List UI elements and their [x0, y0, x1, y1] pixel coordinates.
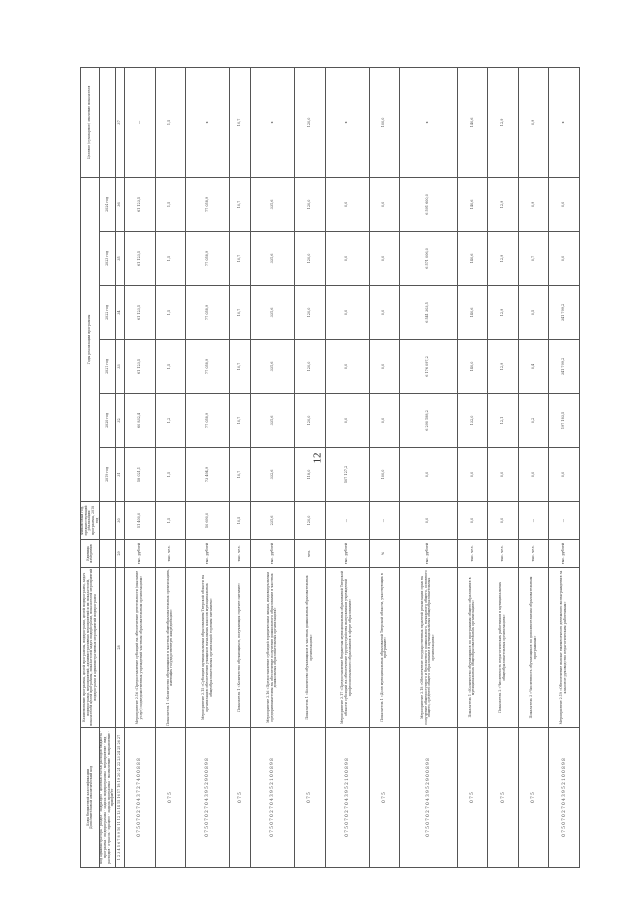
row-value-2021: 0,0: [369, 340, 400, 394]
row-value-2022: 77 058,9: [186, 286, 230, 340]
row-unit: тыс. чел.: [457, 540, 488, 568]
event-code-label: мероприятие: [103, 745, 108, 769]
fact-subheader: [100, 502, 116, 540]
row-value-2021: 10,7: [230, 340, 251, 394]
row-value-2022: 61 123,5: [125, 286, 156, 340]
index-name: 28: [116, 568, 125, 728]
row-fact-2018: —: [518, 502, 549, 540]
row-fact-2018: 120,0: [295, 502, 326, 540]
row-value-2022: 12,9: [488, 286, 519, 340]
subsection-code-label: подраздел: [99, 793, 104, 812]
row-value-2020: 6 290 188,2: [400, 394, 458, 448]
table-row: [250, 67, 294, 867]
row-fact-2018: —: [369, 502, 400, 540]
budget-codes-title: Коды бюджетной классификации: [85, 769, 90, 826]
row-value-2019: 73 494,9: [186, 448, 230, 502]
index-year: 32: [116, 394, 125, 448]
target-subheader: [100, 67, 116, 177]
row-codes: 0 7 5: [230, 728, 251, 868]
index-year: 36: [116, 177, 125, 231]
name-header: Наименование программы, целей программы, подпрограмм, целей подпрограмм, задач подпрограмм, мероприятий, административных мероприятий и их показателей, показателей целей программы, показателей задач подпрограмм, показателей мероприятий подпрограмм и административных мероприятий подпрограмм: [81, 568, 100, 728]
row-value-2022: 0,0: [325, 286, 369, 340]
row-name: Мероприятие 2.18 «Обеспечение государственных гарантий реализации прав на получение общедоступного и бесплатного дошкольного, начального общего, основного общего, среднего общего образования в муниципальных общеобразовательных организациях»: [400, 568, 458, 728]
rotated-page-content: [80, 68, 580, 868]
row-value-2023: 12,9: [488, 232, 519, 286]
target-article-label: целевая статья расходов бюджета: [99, 733, 104, 791]
table-row: [369, 67, 400, 867]
year-header: 2023 год: [100, 232, 116, 286]
row-value-2021: 0,4: [518, 340, 549, 394]
table-row: [549, 67, 580, 867]
row-value-2023: 140,6: [457, 232, 488, 286]
index-target: 37: [116, 67, 125, 177]
row-value-2024: 1,5: [155, 177, 186, 231]
row-value-2019: 118,0: [295, 448, 326, 502]
row-value-2022: 0,0: [369, 286, 400, 340]
table-row: [295, 67, 326, 867]
row-value-2021: 6 176 097,2: [400, 340, 458, 394]
row-fact-2018: 0,0: [400, 502, 458, 540]
row-value-2022: 331,6: [250, 286, 294, 340]
row-value-2023: 0,0: [325, 232, 369, 286]
program-table: [80, 67, 580, 868]
row-value-2024: 120,0: [295, 177, 326, 231]
row-unit: тыс. рублей: [250, 540, 294, 568]
type-code-label: вид расходов: [103, 736, 111, 864]
row-value-2024: 140,6: [457, 177, 488, 231]
row-target-value: x: [549, 67, 580, 177]
row-value-2019: 10,7: [230, 448, 251, 502]
row-value-2020: 60 832,4: [125, 394, 156, 448]
row-target-value: —: [125, 67, 156, 177]
table-row: [400, 67, 458, 867]
row-value-2021: 120,0: [295, 340, 326, 394]
row-value-2020: 0,2: [518, 394, 549, 448]
year-header: 2024 год: [100, 177, 116, 231]
row-codes: 0 7 5 0 7 0 2 7 0 4 3 9 5 2 1 0 0 8 9 8: [549, 728, 580, 868]
index-year: 31: [116, 448, 125, 502]
row-value-2020: 120,0: [295, 394, 326, 448]
row-value-2024: 12,9: [488, 177, 519, 231]
row-value-2019: 100,0: [369, 448, 400, 502]
fact-header: Финансовый год, предшествующий реализации программы, 2018 год: [81, 502, 100, 540]
row-name: Мероприятие 2.17 «Предоставление бюджетам муниципальных образований Тверской области субсидий на обеспечение трудоустройства выпускников учреждений профессионального образования в сфере образования»: [325, 568, 369, 728]
row-value-2023: 120,0: [295, 232, 326, 286]
row-target-value: 140,6: [457, 67, 488, 177]
row-value-2024: 331,6: [250, 177, 294, 231]
row-codes: 0 7 5: [369, 728, 400, 868]
header-row-2: [100, 67, 116, 867]
row-value-2021: 140,0: [457, 340, 488, 394]
process-label: процесс: [106, 815, 111, 830]
row-value-2019: 0,0: [549, 448, 580, 502]
row-target-value: x: [400, 67, 458, 177]
row-value-2021: 341 799,2: [549, 340, 580, 394]
row-fact-2018: —: [549, 502, 580, 540]
row-name: Показатель 1 «Количество обучающихся по программам общего образования в муниципальных общеобразовательных организациях»: [457, 568, 488, 728]
row-value-2021: 61 123,5: [125, 340, 156, 394]
row-unit: тыс. рублей: [325, 540, 369, 568]
row-value-2020: 1,2: [155, 394, 186, 448]
row-value-2023: 61 123,5: [125, 232, 156, 286]
row-value-2020: 12,1: [488, 394, 519, 448]
row-fact-2018: 231,6: [250, 502, 294, 540]
row-target-value: 0,9: [518, 67, 549, 177]
row-target-value: 100,0: [369, 67, 400, 177]
row-unit: тыс. чел.: [518, 540, 549, 568]
table-row: [125, 67, 156, 867]
program-code-label: программа: [103, 839, 108, 859]
row-value-2020: 331,6: [250, 394, 294, 448]
row-unit: тыс. рублей: [400, 540, 458, 568]
row-codes: 0 7 5: [295, 728, 326, 868]
row-value-2022: 6 541 303,5: [400, 286, 458, 340]
column-index-row: [116, 67, 125, 867]
table-row: [230, 67, 251, 867]
row-value-2019: 1,5: [155, 448, 186, 502]
row-name: Показатель 1 «Доля муниципальных образований Тверской области, участвующих в программе»: [369, 568, 400, 728]
row-name: Мероприятие 2.19 «Обеспечение выплат ежемесячного денежного вознаграждения за классное руководство педагогическим работникам»: [549, 568, 580, 728]
row-target-value: x: [250, 67, 294, 177]
table-row: [186, 67, 230, 867]
row-value-2023: 6 571 006,0: [400, 232, 458, 286]
row-value-2024: 10,7: [230, 177, 251, 231]
index-year: 35: [116, 232, 125, 286]
row-name: Показатель 1 «Количество обучающихся в частных дошкольных образовательных организациях»: [295, 568, 326, 728]
section-code-label: раздел: [99, 814, 104, 827]
row-codes: 0 7 5 0 7 0 2 7 0 4 3 9 5 2 1 0 0 8 9 8: [250, 728, 294, 868]
row-unit: тыс. рублей: [186, 540, 230, 568]
row-value-2024: 0,9: [518, 177, 549, 231]
table-row: [488, 67, 519, 867]
row-value-2019: 332,6: [250, 448, 294, 502]
row-codes: 0 7 5: [457, 728, 488, 868]
row-value-2023: 0,0: [549, 232, 580, 286]
row-value-2021: 12,9: [488, 340, 519, 394]
row-value-2023: 1,5: [155, 232, 186, 286]
row-value-2019: 58 021,1: [125, 448, 156, 502]
row-name: Мероприятие 2.16 «Предоставление субсидий на обеспечение деятельности (оказание услуг) подведомственных учреждений частным образовательным организациям»: [125, 568, 156, 728]
row-fact-2018: 1,5: [155, 502, 186, 540]
period-header: Годы реализации программы: [81, 177, 100, 501]
code-subheaders: код администратора · раздел · подраздел · целевая статья расходов бюджета · программа · подпрограмма · задача подпрограммы · мероприятие · вид расходов · отрасль · процесс · задача программы · назначение · направление · приоритет: [100, 728, 116, 868]
name-subheader: [100, 568, 116, 728]
index-codes: 1 2 3 4 5 6 7 8 9 10 11 12 13 14 15 16 17 18 19 20 21 22 23 24 25 26 27: [116, 728, 125, 868]
row-codes: 0 7 5 0 7 0 2 7 0 4 3 7 2 7 4 0 0 8 8 8: [125, 728, 156, 868]
row-fact-2018: 0,0: [457, 502, 488, 540]
row-target-value: 1,5: [155, 67, 186, 177]
row-unit: %: [369, 540, 400, 568]
index-fact: 30: [116, 502, 125, 540]
direction-label: направление: [106, 733, 111, 756]
row-codes: 0 7 5: [155, 728, 186, 868]
row-value-2023: 331,6: [250, 232, 294, 286]
row-name: Мероприятие 2.15 «Субсидия муниципальным образованиям Тверской области на организацию обеспечения учащихся начальных классов муниципальных общеобразовательных организаций горячим питанием»: [186, 568, 230, 728]
row-value-2024: 77 058,9: [186, 177, 230, 231]
row-fact-2018: 50 690,0: [186, 502, 230, 540]
row-value-2021: 77 058,9: [186, 340, 230, 394]
row-value-2020: 10,7: [230, 394, 251, 448]
row-value-2023: 0,7: [518, 232, 549, 286]
index-unit: 29: [116, 540, 125, 568]
row-value-2024: 0,0: [549, 177, 580, 231]
row-value-2023: 0,0: [369, 232, 400, 286]
index-year: 34: [116, 286, 125, 340]
row-codes: 0 7 5: [518, 728, 549, 868]
row-fact-2018: —: [325, 502, 369, 540]
row-target-value: x: [186, 67, 230, 177]
row-value-2024: 0,0: [325, 177, 369, 231]
row-value-2022: 1,5: [155, 286, 186, 340]
row-name: Показатель 3 «Численность обучающихся по дополнительным образовательным программам»: [518, 568, 549, 728]
row-value-2019: 0,0: [518, 448, 549, 502]
index-year: 33: [116, 340, 125, 394]
row-unit: тыс. чел.: [488, 540, 519, 568]
row-unit: тыс. чел.: [155, 540, 186, 568]
row-name: Показатель 1 «Количество обучающихся, получающих горячее питание»: [230, 568, 251, 728]
row-name: Показатель 2 «Численность педагогических работников в муниципальных общеобразовательных организациях»: [488, 568, 519, 728]
industry-label: отрасль: [106, 832, 111, 846]
row-value-2020: 77 058,9: [186, 394, 230, 448]
row-name: Показатель 1 «Количество обучающихся в частных общеобразовательных организациях, имеющих государственную аккредитацию»: [155, 568, 186, 728]
unit-header: Единица измерения: [81, 540, 100, 568]
table-body: [125, 67, 580, 867]
year-header: 2019 год: [100, 448, 116, 502]
row-value-2022: 140,6: [457, 286, 488, 340]
row-codes: 0 7 5 0 7 0 2 7 0 4 3 9 5 2 1 0 0 8 9 8: [325, 728, 369, 868]
row-target-value: 12,9: [488, 67, 519, 177]
subprogram-code-label: подпрограмма: [103, 812, 108, 837]
row-value-2024: 61 123,5: [125, 177, 156, 231]
row-value-2022: 0,5: [518, 286, 549, 340]
table-row: [155, 67, 186, 867]
row-value-2021: 0,0: [325, 340, 369, 394]
row-value-2020: 0,0: [369, 394, 400, 448]
row-value-2019: 0,0: [457, 448, 488, 502]
unit-subheader: [100, 540, 116, 568]
row-value-2019: 507 127,2: [325, 448, 369, 502]
row-value-2022: 10,7: [230, 286, 251, 340]
row-unit: тыс. рублей: [125, 540, 156, 568]
purpose-label: назначение: [106, 758, 111, 779]
page-number: 12: [311, 452, 324, 464]
row-value-2021: 331,6: [250, 340, 294, 394]
row-unit: тыс. рублей: [549, 540, 580, 568]
row-value-2019: 0,0: [488, 448, 519, 502]
row-fact-2018: 51 400,0: [125, 502, 156, 540]
row-value-2024: 0,0: [369, 177, 400, 231]
row-value-2019: 0,0: [400, 448, 458, 502]
row-codes: 0 7 5 0 7 0 2 7 0 4 3 9 5 2 9 0 0 8 9 8: [186, 728, 230, 868]
table-row: [518, 67, 549, 867]
row-value-2022: 120,0: [295, 286, 326, 340]
row-value-2021: 1,5: [155, 340, 186, 394]
table-row: [457, 67, 488, 867]
row-value-2023: 77 058,9: [186, 232, 230, 286]
row-fact-2018: 0,0: [488, 502, 519, 540]
row-codes: 0 7 5 0 7 0 2 7 0 4 3 9 5 2 9 0 0 8 9 8: [400, 728, 458, 868]
row-target-value: 10,7: [230, 67, 251, 177]
row-value-2022: 341 799,2: [549, 286, 580, 340]
year-header: 2021 год: [100, 340, 116, 394]
table-row: [325, 67, 369, 867]
row-value-2020: 0,0: [325, 394, 369, 448]
year-header: 2022 год: [100, 286, 116, 340]
admin-code-label: код администратора: [99, 829, 104, 864]
row-target-value: x: [325, 67, 369, 177]
target-header: Целевое (суммарное) значение показателя: [81, 67, 100, 177]
year-header: 2020 год: [100, 394, 116, 448]
row-codes: 0 7 5: [488, 728, 519, 868]
header-row-1: [81, 67, 100, 867]
row-unit: чел.: [295, 540, 326, 568]
row-fact-2018: 10,5: [230, 502, 251, 540]
row-value-2024: 6 591 600,0: [400, 177, 458, 231]
row-value-2020: 132,0: [457, 394, 488, 448]
row-name: Мероприятие 2.16 «Предоставление субсидий юридическим лицам, индивидуальным предпринимателям на обеспечение получения дошкольного образования в частных дошкольных образовательных организациях»: [250, 568, 294, 728]
row-target-value: 120,0: [295, 67, 326, 177]
task-code-label: задача подпрограммы: [103, 771, 108, 809]
task-group-label: задача программы: [106, 781, 111, 813]
priority-label: приоритет: [110, 788, 115, 807]
budget-codes-header: [81, 728, 100, 868]
row-value-2020: 197 183,5: [549, 394, 580, 448]
add-codes-title: Дополнительный аналитический код: [89, 766, 94, 829]
row-unit: тыс. чел.: [230, 540, 251, 568]
row-value-2023: 10,7: [230, 232, 251, 286]
